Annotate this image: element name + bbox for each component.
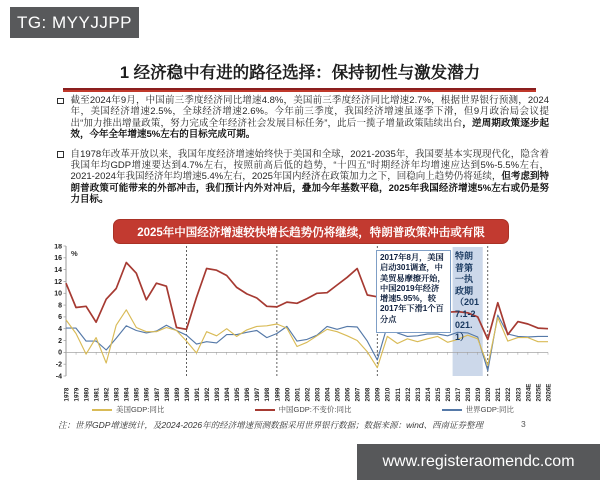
svg-text:2023: 2023 bbox=[515, 387, 523, 402]
svg-text:2016: 2016 bbox=[444, 387, 452, 402]
svg-text:14: 14 bbox=[54, 266, 62, 274]
svg-text:2003: 2003 bbox=[314, 387, 322, 402]
svg-text:2017: 2017 bbox=[455, 387, 463, 402]
svg-text:6: 6 bbox=[58, 314, 62, 322]
svg-text:2015: 2015 bbox=[434, 387, 442, 402]
svg-text:1987: 1987 bbox=[153, 387, 161, 402]
bullet-item bbox=[57, 95, 549, 141]
svg-text:1981: 1981 bbox=[93, 387, 101, 402]
chart-legend bbox=[92, 404, 514, 415]
svg-text:2024E: 2024E bbox=[525, 383, 533, 402]
footer-watermark-bar bbox=[357, 444, 600, 480]
svg-text:2026E: 2026E bbox=[545, 383, 553, 402]
svg-text:2011: 2011 bbox=[394, 388, 402, 402]
svg-text:1997: 1997 bbox=[254, 387, 262, 402]
svg-text:1991: 1991 bbox=[193, 387, 201, 402]
svg-text:16: 16 bbox=[54, 255, 62, 263]
svg-text:1989: 1989 bbox=[173, 387, 181, 402]
bullet-square-icon bbox=[57, 98, 64, 105]
svg-text:1983: 1983 bbox=[113, 387, 121, 402]
trump-term-band-label: 特朗普第一执政期（2017.1-2021.1） bbox=[455, 251, 480, 342]
svg-text:-2: -2 bbox=[55, 361, 62, 369]
legend-item bbox=[92, 404, 164, 415]
svg-text:2010: 2010 bbox=[384, 387, 392, 402]
source-note: 注：世界GDP增速统计，及2024-2026年的经济增速预测数据采用世界银行数据；数据来源：wind、西南证券整理 bbox=[58, 420, 484, 430]
page-title: 1 经济稳中有进的路径选择：保持韧性与激发潜力 bbox=[119, 64, 481, 82]
bullet-text: 自1978年改革开放以来，我国年度经济增速始终快于美国和全球，2021-2035年，我国要基本实现现代化，隐含着我国年均GDP增速要达到4.7%左右，按照前高后低的趋势，“十四五”时期经济年均增速应达到5%-5.5%左右，2021-2024年我国经济年均增速5.4%左右，2025年国内经济在政策加力之下，回稳向上趋势仍将延续，但考虑到特朗普政策可能带来的外部冲击，我们预计内外对冲后，叠加今年基数平稳，2025年我国经济增速5%左右或仍是努力目标。 bbox=[70, 148, 549, 206]
svg-text:1993: 1993 bbox=[214, 387, 222, 402]
svg-text:1980: 1980 bbox=[83, 387, 91, 402]
legend-line-swatch bbox=[255, 409, 275, 411]
page-number: 3 bbox=[521, 419, 526, 429]
svg-text:1985: 1985 bbox=[133, 387, 141, 402]
svg-text:0: 0 bbox=[58, 349, 62, 357]
y-axis-unit-label: % bbox=[71, 249, 78, 258]
svg-text:2009: 2009 bbox=[374, 387, 382, 402]
title-underline bbox=[63, 88, 536, 92]
svg-text:2008: 2008 bbox=[364, 387, 372, 402]
svg-text:10: 10 bbox=[54, 290, 62, 298]
svg-text:1998: 1998 bbox=[264, 387, 272, 402]
highlight-banner: 2025年中国经济增速较快增长趋势仍将继续，特朗普政策冲击或有限 bbox=[113, 219, 509, 244]
legend-label: 中国GDP:不变价:同比 bbox=[278, 405, 352, 414]
svg-text:2007: 2007 bbox=[354, 387, 362, 402]
svg-text:4: 4 bbox=[58, 326, 62, 334]
svg-text:2012: 2012 bbox=[404, 387, 412, 402]
chart-annotation-box: 2017年8月，美国启动301调查，中美贸易摩擦开始，中国2019年经济增速5.95%，较2017年下滑1个百分点 bbox=[376, 250, 451, 333]
svg-text:1988: 1988 bbox=[163, 387, 171, 402]
svg-text:2001: 2001 bbox=[294, 387, 302, 402]
tg-watermark-badge: TG: MYYJJPP bbox=[10, 7, 139, 38]
legend-label: 美国GDP:同比 bbox=[116, 405, 165, 414]
legend-label: 世界GDP:同比 bbox=[465, 405, 514, 414]
svg-text:2: 2 bbox=[58, 337, 62, 345]
bullet-text: 截至2024年9月，中国前三季度经济同比增速4.8%，美国前三季度经济同比增速2.7%，根据世界银行预测，2024年，美国经济增速2.5%，全球经济增速2.6%。今年前三季度，我国经济增速虽逐季下滑，但9月政治局会议提出“加力推出增量政策，努力完成全年经济社会发展目标任务”，此后一揽子增量政策陆续出台，逆周期政策逐步起效，今年全年增速5%左右的目标完成可期。 bbox=[70, 95, 549, 141]
svg-text:2006: 2006 bbox=[344, 387, 352, 402]
svg-text:2005: 2005 bbox=[334, 387, 342, 402]
svg-text:1994: 1994 bbox=[224, 387, 232, 402]
svg-text:2022: 2022 bbox=[505, 387, 513, 402]
svg-text:1982: 1982 bbox=[103, 387, 111, 402]
svg-text:2025E: 2025E bbox=[535, 383, 543, 402]
svg-text:1978: 1978 bbox=[63, 387, 71, 402]
svg-text:2004: 2004 bbox=[324, 387, 332, 402]
svg-text:2018: 2018 bbox=[465, 387, 473, 402]
svg-text:2013: 2013 bbox=[414, 387, 422, 402]
svg-text:2019: 2019 bbox=[475, 387, 483, 402]
svg-text:8: 8 bbox=[58, 302, 62, 310]
bullet-square-icon bbox=[57, 151, 64, 158]
bullet-list bbox=[57, 95, 549, 214]
svg-text:2000: 2000 bbox=[284, 387, 292, 402]
svg-text:2021: 2021 bbox=[495, 387, 503, 402]
svg-text:1990: 1990 bbox=[183, 387, 191, 402]
svg-text:1996: 1996 bbox=[244, 387, 252, 402]
legend-item bbox=[255, 404, 352, 415]
svg-text:1986: 1986 bbox=[143, 387, 151, 402]
svg-text:18: 18 bbox=[54, 244, 62, 251]
svg-text:1984: 1984 bbox=[123, 387, 131, 402]
svg-text:1992: 1992 bbox=[203, 387, 211, 402]
bullet-item bbox=[57, 149, 549, 206]
svg-text:1999: 1999 bbox=[274, 387, 282, 402]
legend-item bbox=[442, 404, 514, 415]
svg-text:-4: -4 bbox=[55, 373, 62, 381]
svg-text:1995: 1995 bbox=[234, 387, 242, 402]
svg-text:2020: 2020 bbox=[485, 387, 493, 402]
legend-line-swatch bbox=[442, 409, 462, 411]
footer-url: www.registeraomendc.com bbox=[382, 453, 575, 470]
svg-text:2002: 2002 bbox=[304, 387, 312, 402]
svg-text:12: 12 bbox=[54, 278, 62, 286]
svg-text:1979: 1979 bbox=[73, 387, 81, 402]
legend-line-swatch bbox=[92, 409, 112, 411]
svg-text:2014: 2014 bbox=[424, 387, 432, 402]
